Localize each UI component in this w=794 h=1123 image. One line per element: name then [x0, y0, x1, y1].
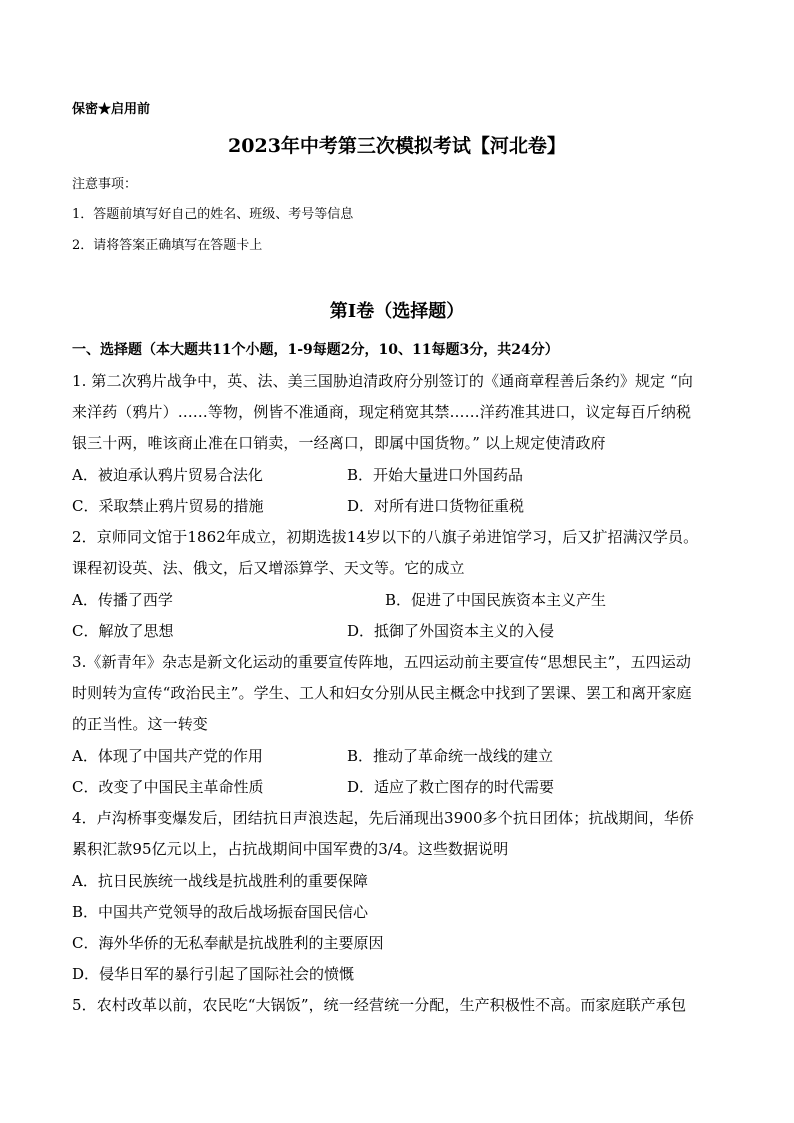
question-4-option-a: A．抗日民族统一战线是抗战胜利的重要保障 — [72, 872, 368, 890]
question-4-line: 4．卢沟桥事变爆发后，团结抗日声浪迭起，先后涌现出3900多个抗日团体；抗战期间，华侨 — [72, 809, 695, 827]
question-1-line: 银三十两，唯该商止准在口销卖，一经离口，即属中国货物。” 以上规定使清政府 — [72, 434, 606, 452]
question-1-option-d: D．对所有进口货物征重税 — [347, 497, 525, 515]
question-3-option-a: A．体现了中国共产党的作用 — [72, 747, 263, 765]
question-3-line: 时则转为宣传“政治民主”。学生、工人和妇女分别从民主概念中找到了罢课、罢工和离开家庭 — [72, 684, 692, 702]
question-1-option-b: B．开始大量进口外国药品 — [347, 466, 524, 484]
notice-item: 2．请将答案正确填写在答题卡上 — [72, 238, 263, 253]
question-4-option-b: B．中国共产党领导的敌后战场振奋国民信心 — [72, 903, 369, 921]
question-1-option-a: A．被迫承认鸦片贸易合法化 — [72, 466, 263, 484]
question-3-line: 3.《新青年》杂志是新文化运动的重要宣传阵地，五四运动前主要宣传“思想民主”，五四运动 — [72, 653, 691, 671]
question-5-line: 5．农村改革以前，农民吃“大锅饭”，统一经营统一分配，生产积极性不高。而家庭联产承包 — [72, 996, 687, 1014]
question-4-option-c: C．海外华侨的无私奉献是抗战胜利的主要原因 — [72, 934, 384, 952]
exam-title: 2023年中考第三次模拟考试【河北卷】 — [228, 135, 566, 157]
question-4-option-d: D．侵华日军的暴行引起了国际社会的愤慨 — [72, 965, 355, 983]
question-2-line: 课程初设英、法、俄文，后又增添算学、天文等。它的成立 — [72, 559, 465, 577]
question-3-line: 的正当性。这一转变 — [72, 715, 208, 733]
notice-heading: 注意事项： — [72, 177, 138, 192]
question-1-line: 1. 第二次鸦片战争中，英、法、美三国胁迫清政府分别签订的《通商章程善后条约》规定 “向 — [72, 372, 693, 390]
question-4-line: 累积汇款95亿元以上，占抗战期间中国军费的3/4。这些数据说明 — [72, 840, 509, 858]
question-3-option-b: B．推动了革命统一战线的建立 — [347, 747, 554, 765]
question-3-option-c: C．改变了中国民主革命性质 — [72, 778, 264, 796]
question-2-line: 2．京师同文馆于1862年成立，初期选拔14岁以下的八旗子弟进馆学习，后又扩招满汉学员。 — [72, 528, 699, 546]
section-title: 第I卷（选择题） — [329, 301, 465, 322]
notice-item: 1．答题前填写好自己的姓名、班级、考号等信息 — [72, 207, 354, 222]
confidential-label: 保密★启用前 — [72, 102, 151, 117]
question-2-option-d: D．抵御了外国资本主义的入侵 — [347, 622, 555, 640]
question-3-option-d: D．适应了救亡图存的时代需要 — [347, 778, 555, 796]
question-2-option-b: B．促进了中国民族资本主义产生 — [385, 591, 607, 609]
question-2-option-a: A．传播了西学 — [72, 591, 173, 609]
part-header: 一、选择题（本大题共11个小题，1-9每题2分，10、11每题3分，共24分） — [72, 342, 559, 358]
question-1-option-c: C．采取禁止鸦片贸易的措施 — [72, 497, 264, 515]
question-2-option-c: C．解放了思想 — [72, 622, 174, 640]
question-1-line: 来洋药（鸦片）……等物，例皆不准通商，现定稍宽其禁……洋药准其进口，议定每百斤纳税 — [72, 403, 692, 421]
